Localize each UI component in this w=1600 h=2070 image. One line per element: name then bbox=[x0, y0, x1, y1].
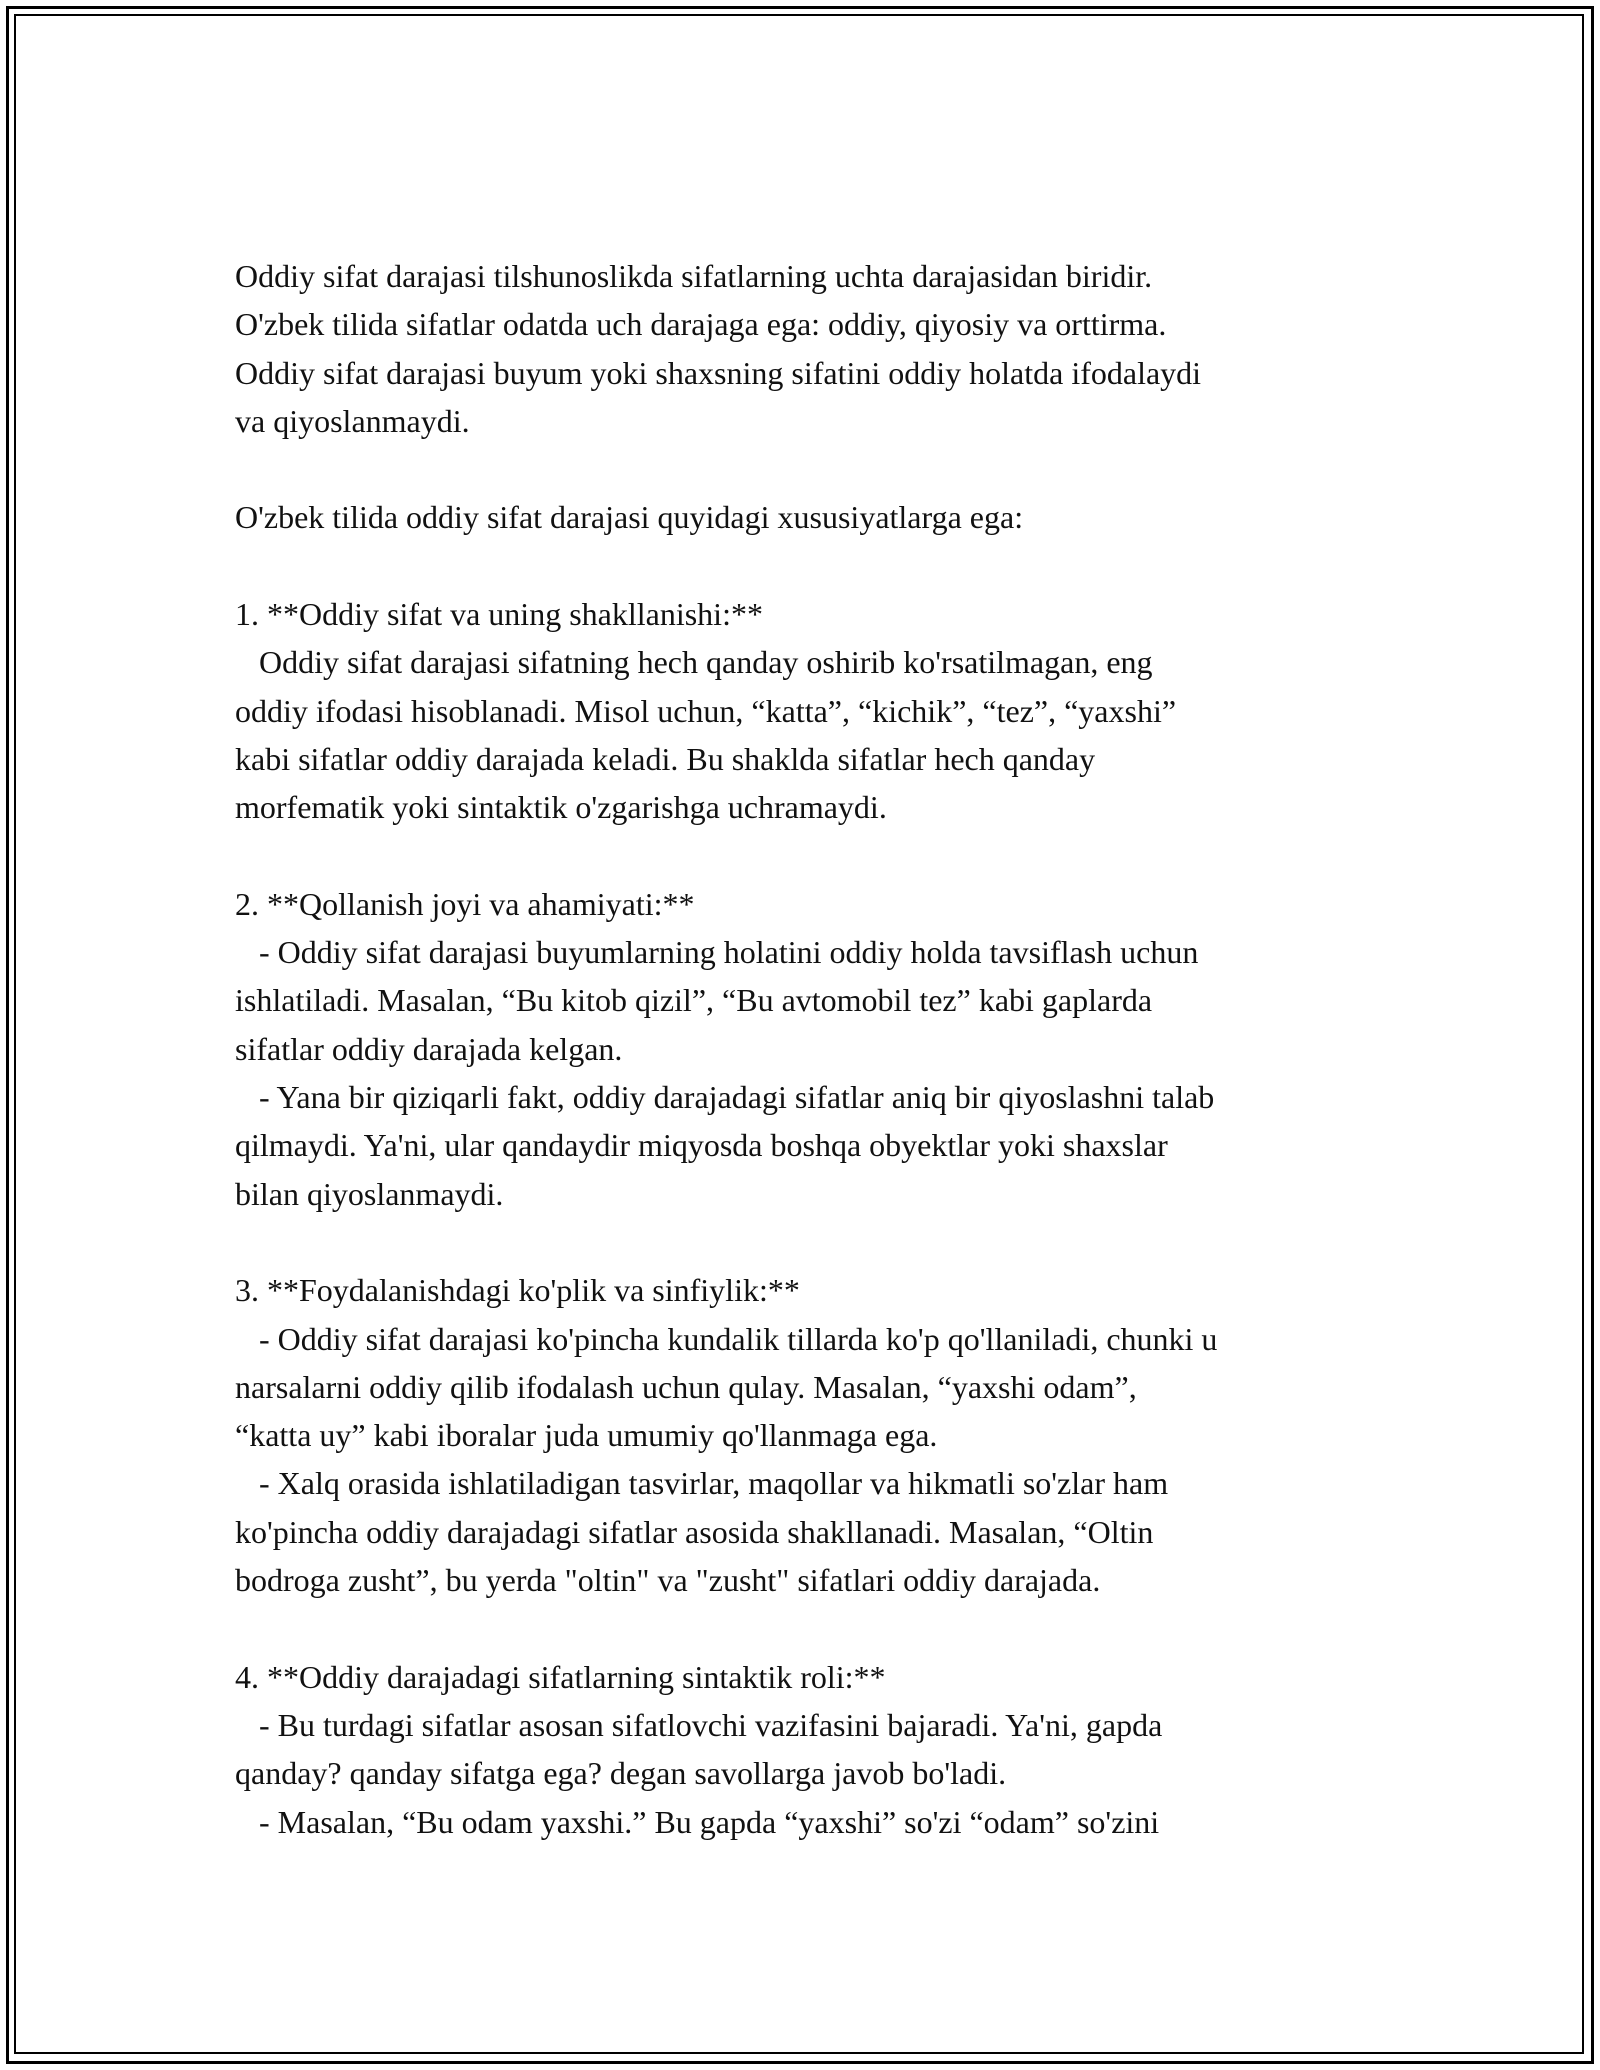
list-item-heading: 4. **Oddiy darajadagi sifatlarning sintaktik roli:** bbox=[235, 1658, 886, 1695]
paragraph-spacer bbox=[235, 832, 1415, 880]
text-line: qilmaydi. Ya'ni, ular qandaydir miqyosda boshqa obyektlar yoki shaxslar bbox=[235, 1127, 1168, 1164]
text-line: Oddiy sifat darajasi buyum yoki shaxsning sifatini oddiy holatda ifodalaydi bbox=[235, 354, 1202, 391]
text-line: ishlatiladi. Masalan, “Bu kitob qizil”, “Bu avtomobil tez” kabi gaplarda bbox=[235, 982, 1153, 1019]
text-line: ko'pincha oddiy darajadagi sifatlar asosida shakllanadi. Masalan, “Oltin bbox=[235, 1513, 1154, 1550]
list-item-3 bbox=[235, 1266, 1415, 1604]
text-line: Oddiy sifat darajasi sifatning hech qanday oshirib ko'rsatilmagan, eng bbox=[235, 644, 1153, 681]
text-line: va qiyoslanmaydi. bbox=[235, 402, 470, 439]
paragraph-spacer bbox=[235, 542, 1415, 590]
text-line: qanday? qanday sifatga ega? degan savollarga javob bo'ladi. bbox=[235, 1755, 1007, 1792]
text-line: kabi sifatlar oddiy darajada keladi. Bu shaklda sifatlar hech qanday bbox=[235, 740, 1096, 777]
list-item-2 bbox=[235, 880, 1415, 1218]
text-line: O'zbek tilida oddiy sifat darajasi quyidagi xususiyatlarga ega: bbox=[235, 499, 1024, 536]
text-line: narsalarni oddiy qilib ifodalash uchun qulay. Masalan, “yaxshi odam”, bbox=[235, 1368, 1137, 1405]
paragraph-spacer bbox=[235, 1218, 1415, 1266]
text-line: Oddiy sifat darajasi tilshunoslikda sifatlarning uchta darajasidan biridir. bbox=[235, 258, 1153, 294]
text-line: sifatlar oddiy darajada kelgan. bbox=[235, 1030, 623, 1067]
text-line: - Oddiy sifat darajasi ko'pincha kundalik tillarda ko'p qo'llaniladi, chunki u bbox=[235, 1320, 1218, 1357]
text-line: oddiy ifodasi hisoblanadi. Misol uchun, “katta”, “kichik”, “tez”, “yaxshi” bbox=[235, 692, 1177, 729]
list-item-heading: 3. **Foydalanishdagi ko'plik va sinfiylik:** bbox=[235, 1272, 800, 1309]
list-item-4 bbox=[235, 1653, 1415, 1846]
list-item-heading: 1. **Oddiy sifat va uning shakllanishi:** bbox=[235, 596, 763, 633]
text-line: - Xalq orasida ishlatiladigan tasvirlar, maqollar va hikmatli so'zlar ham bbox=[235, 1465, 1169, 1502]
text-line: - Bu turdagi sifatlar asosan sifatlovchi vazifasini bajaradi. Ya'ni, gapda bbox=[235, 1706, 1163, 1743]
text-line: morfematik yoki sintaktik o'zgarishga uchramaydi. bbox=[235, 789, 887, 826]
paragraph-features-heading bbox=[235, 493, 1415, 541]
paragraph-intro bbox=[235, 252, 1415, 445]
list-item-heading: 2. **Qollanish joyi va ahamiyati:** bbox=[235, 885, 695, 922]
list-item-1 bbox=[235, 590, 1415, 831]
text-line: bodroga zusht”, bu yerda "oltin" va "zusht" sifatlari oddiy darajada. bbox=[235, 1562, 1101, 1599]
paragraph-spacer bbox=[235, 445, 1415, 493]
text-line: “katta uy” kabi iboralar juda umumiy qo'llanmaga ega. bbox=[235, 1417, 938, 1454]
paragraph-spacer bbox=[235, 1604, 1415, 1652]
text-line: - Yana bir qiziqarli fakt, oddiy darajadagi sifatlar aniq bir qiyoslashni talab bbox=[235, 1079, 1215, 1116]
text-line: - Oddiy sifat darajasi buyumlarning holatini oddiy holda tavsiflash uchun bbox=[235, 934, 1199, 971]
text-line: O'zbek tilida sifatlar odatda uch darajaga ega: oddiy, qiyosiy va orttirma. bbox=[235, 306, 1167, 343]
text-line: bilan qiyoslanmaydi. bbox=[235, 1175, 504, 1212]
text-line: - Masalan, “Bu odam yaxshi.” Bu gapda “yaxshi” so'zi “odam” so'zini bbox=[235, 1803, 1160, 1840]
document-body bbox=[235, 252, 1415, 1846]
